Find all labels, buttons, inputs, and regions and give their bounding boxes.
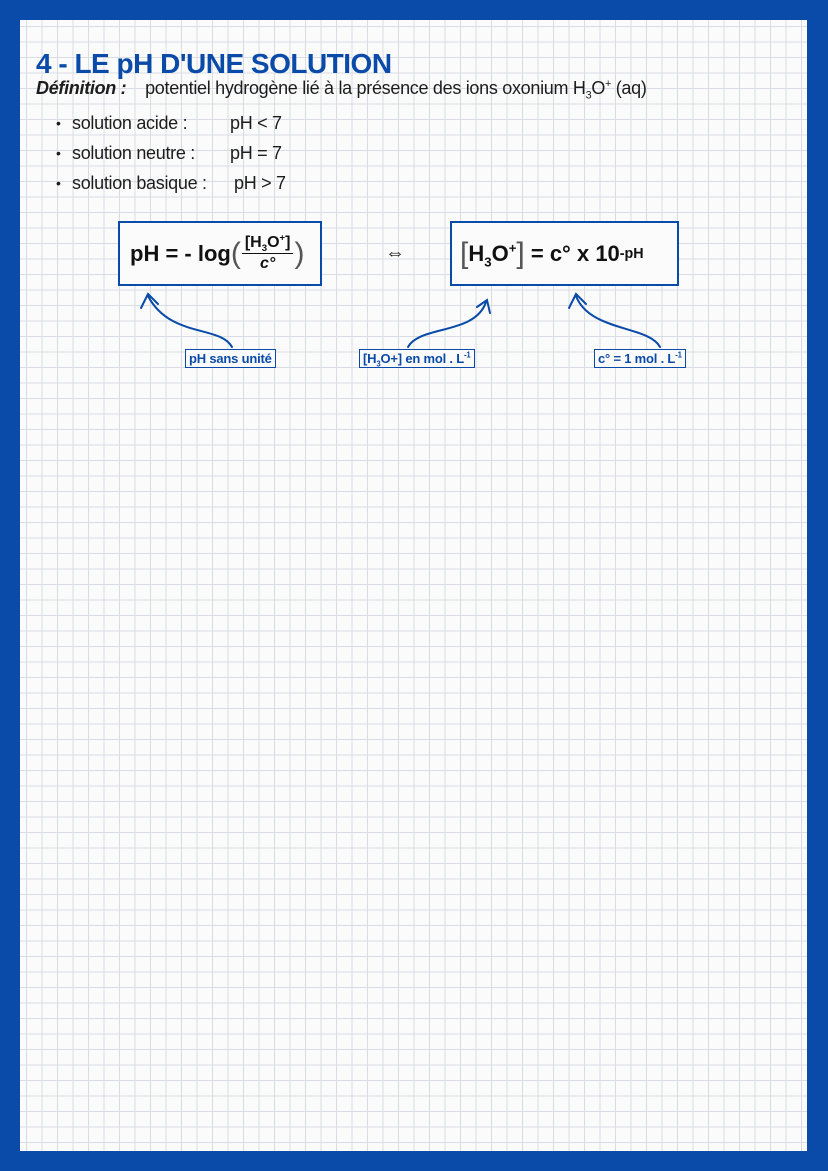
equivalence-icon: ⇔ <box>385 242 405 264</box>
bullet-icon: • <box>56 175 61 191</box>
ph-formula-lhs: pH = - log <box>130 240 231 266</box>
oxonium-formula: $H_3O^+$ <box>572 78 612 102</box>
list-item-value: pH > 7 <box>234 172 286 193</box>
list-item-neutral <box>56 138 286 168</box>
tag-c-standard: c° = 1 mol . $L^{-1}$ <box>594 349 686 368</box>
arrow-h3o-curve <box>408 302 486 347</box>
solution-list <box>56 108 286 198</box>
tag-ph-unitless: pH sans unité <box>185 349 276 368</box>
ph-formula-box <box>118 221 322 286</box>
list-item-acid <box>56 108 286 138</box>
definition-text: potentiel hydrogène lié à la présence des ions oxonium <box>145 78 569 98</box>
grid-paper-sheet <box>20 20 807 1151</box>
close-paren: ) <box>294 236 305 270</box>
close-bracket: ] <box>516 236 525 270</box>
open-bracket: [ <box>460 236 469 270</box>
list-item-value: pH = 7 <box>230 142 282 163</box>
definition-line <box>36 78 647 102</box>
bullet-icon: • <box>56 145 61 161</box>
tag-h3o-unit: $[H_3O+]$ en mol . $L^{-1}$ <box>359 349 475 368</box>
arrow-c-curve <box>576 296 660 347</box>
section-title: 4 - LE pH D'UNE SOLUTION <box>36 48 392 79</box>
definition-label: Définition : <box>36 78 127 98</box>
arrow-c-head <box>569 294 586 308</box>
oxonium-symbol: $H_3O^+$ <box>468 240 517 269</box>
fraction-denominator: c° <box>259 255 276 272</box>
list-item-label: solution acide : <box>72 112 188 133</box>
arrow-ph-curve <box>148 296 232 347</box>
concentration-rhs: = c° x 10 <box>524 240 620 266</box>
list-item-label: solution basique : <box>72 172 207 193</box>
list-item-basic <box>56 168 286 198</box>
arrow-h3o-head <box>477 300 490 313</box>
list-item-value: pH < 7 <box>230 112 282 133</box>
concentration-fraction <box>242 232 294 272</box>
list-item-label: solution neutre : <box>72 142 195 163</box>
fraction-numerator: $[H_3O^+]$ <box>242 235 294 254</box>
aqueous-label: (aq) <box>615 78 647 98</box>
concentration-formula-box: [ $H_3O^+$ ] = c° x 10 -pH <box>450 221 679 286</box>
open-paren: ( <box>230 236 241 270</box>
bullet-icon: • <box>56 115 61 131</box>
arrow-ph-head <box>141 294 158 308</box>
